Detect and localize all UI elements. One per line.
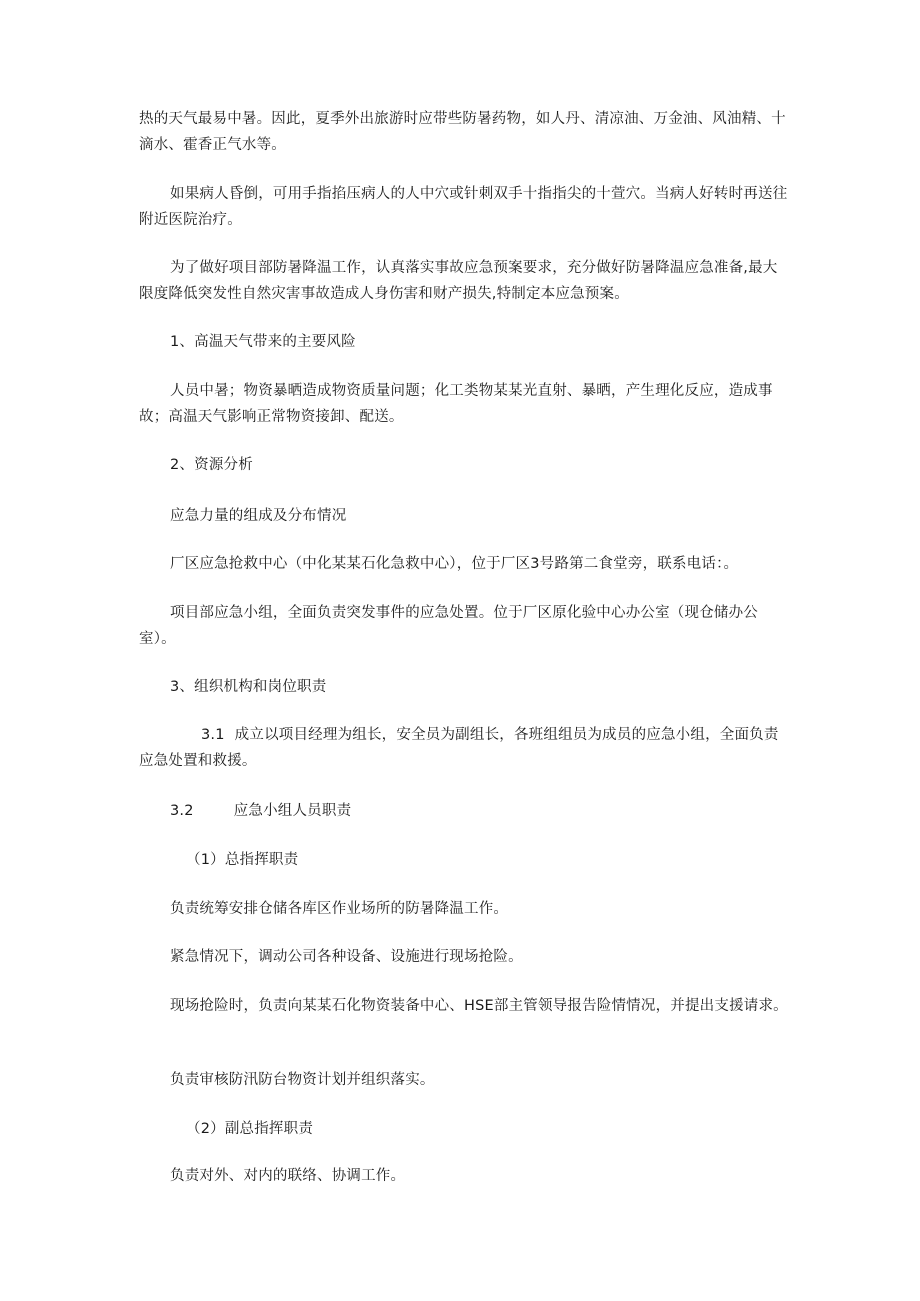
paragraph-fainting-treatment: 如果病人昏倒，可用手指掐压病人的人中穴或针刺双手十指指尖的十萱穴。当病人好转时再送往附近医院治疗。 bbox=[139, 186, 788, 228]
paragraph-risks: 人员中暑；物资暴晒造成物资质量问题；化工类物某某光直射、暴晒，产生理化反应，造成事故；高温天气影响正常物资接卸、配送。 bbox=[139, 383, 773, 425]
paragraph-duty-dispatch: 紧急情况下，调动公司各种设备、设施进行现场抢险。 bbox=[170, 949, 523, 965]
paragraph-rescue-center: 厂区应急抢救中心（中化某某石化急救中心），位于厂区3号路第二食堂旁，联系电话：。 bbox=[170, 556, 739, 572]
section-3-2-text: 应急小组人员职责 bbox=[233, 803, 352, 819]
heading-main-risks: 1、高温天气带来的主要风险 bbox=[170, 334, 356, 350]
subheading-deputy-duties: （2）副总指挥职责 bbox=[186, 1121, 314, 1137]
section-3-1 bbox=[139, 722, 790, 774]
paragraph-purpose: 为了做好项目部防暑降温工作，认真落实事故应急预案要求，充分做好防暑降温应急准备,最大限度降低突发性自然灾害事故造成人身伤害和财产损失,特制定本应急预案。 bbox=[139, 260, 778, 302]
paragraph-project-team: 项目部应急小组，全面负责突发事件的应急处置。位于厂区原化验中心办公室（现仓储办公室）。 bbox=[139, 605, 758, 647]
paragraph-heatstroke-medicine: 热的天气最易中暑。因此，夏季外出旅游时应带些防暑药物，如人丹、清凉油、万金油、风油精、十滴水、霍香正气水等。 bbox=[139, 111, 786, 153]
subheading-commander-duties: （1）总指挥职责 bbox=[186, 852, 299, 868]
section-3-1-number: 3.1 bbox=[201, 727, 225, 743]
section-3-1-text: 成立以项目经理为组长，安全员为副组长，各班组组员为成员的应急小组，全面负责应急处置和救援。 bbox=[139, 727, 779, 769]
section-3-2 bbox=[170, 798, 351, 824]
heading-organization: 3、组织机构和岗位职责 bbox=[170, 679, 327, 695]
section-3-2-number: 3.2 bbox=[170, 803, 194, 819]
paragraph-duty-reporting: 现场抢险时，负责向某某石化物资装备中心、HSE部主管领导报告险情情况，并提出支援请求。 bbox=[170, 998, 788, 1014]
heading-resource-analysis: 2、资源分析 bbox=[170, 457, 253, 473]
paragraph-duty-review: 负责审核防汛防台物资计划并组织落实。 bbox=[170, 1072, 435, 1088]
paragraph-emergency-force: 应急力量的组成及分布情况 bbox=[170, 508, 347, 524]
paragraph-duty-coordination: 负责统筹安排仓储各库区作业场所的防暑降温工作。 bbox=[170, 901, 509, 917]
paragraph-deputy-liaison: 负责对外、对内的联络、协调工作。 bbox=[170, 1168, 406, 1184]
